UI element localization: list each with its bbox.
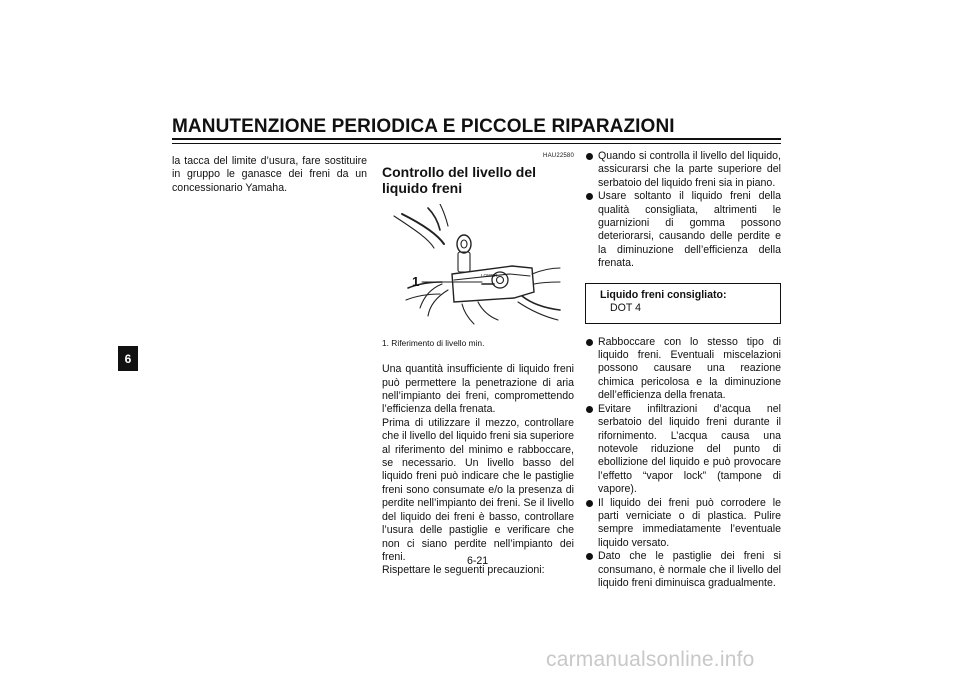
recommended-fluid-value: DOT 4 [610, 301, 642, 314]
list-item: Quando si controlla il livello del liquido, assicurarsi che la parte superiore del serbatoio del liquido freni sia in piano. [585, 150, 781, 190]
page-title: MANUTENZIONE PERIODICA E PICCOLE RIPARAZIONI [172, 116, 675, 137]
reference-code: HAU22580 [543, 153, 574, 159]
reservoir-label: LOWER [481, 273, 498, 279]
list-item: Il liquido dei freni può corrodere le parti verniciate o di plastica. Pulire sempre immediatamente l’eventuale liquido versato. [585, 497, 781, 551]
list-item: Rabboccare con lo stesso tipo di liquido freni. Eventuali miscelazioni possono causare una reazione chimica pericolosa e la diminuzione dell’efficienza della frenata. [585, 336, 781, 403]
body-paragraph: Una quantità insufficiente di liquido freni può permettere la penetrazione di aria nell’impianto dei freni, compromettendo l’efficienza della frenata. [382, 363, 574, 416]
left-column [172, 155, 367, 195]
recommended-fluid-box [585, 283, 781, 324]
middle-column [382, 150, 574, 578]
header-rule [172, 138, 781, 140]
body-paragraph: Prima di utilizzare il mezzo, controllare che il livello del liquido freni sia superiore al riferimento del minimo e rabboccare, se necessario. Un livello basso del liquido freni può indicare che le pastiglie freni sono consumate e/o la presenza di perdite nell’impianto dei freni. Se il livello del liquido dei freni è basso, controllare l’usura delle pastiglie e verificare che non ci siano perdite nell’impianto dei freni. [382, 416, 574, 563]
chapter-tab: 6 [118, 346, 138, 371]
list-item: Evitare infiltrazioni d’acqua nel serbatoio del liquido freni durante il rifornimento. L’acqua causa una notevole riduzione del punto di ebollizione del liquido e può provocare l’effetto “vapor lock” (tampone di vapore). [585, 403, 781, 497]
section-title: Controllo del livello del liquido freni [382, 164, 537, 197]
precautions-list [585, 150, 781, 271]
list-item: Dato che le pastiglie dei freni si consumano, è normale che il livello del liquido freni diminuisca gradualmente. [585, 550, 781, 590]
list-item: Usare soltanto il liquido freni della qualità consigliata, altrimenti le guarnizioni di gomma possono deteriorarsi, causando delle perdite e la diminuzione dell’efficienza della frenata. [585, 190, 781, 270]
body-paragraph: Rispettare le seguenti precauzioni: [382, 564, 545, 577]
precautions-list-continued [585, 336, 781, 591]
page-number: 6-21 [467, 555, 489, 567]
watermark: carmanualsonline.info [546, 648, 755, 671]
header-rule-thin [172, 143, 781, 144]
recommended-fluid-label: Liquido freni consigliato: [600, 288, 727, 301]
figure-callout: 1 [412, 274, 420, 290]
right-column [585, 150, 781, 590]
brake-reservoir-figure [382, 204, 562, 326]
figure-caption: 1. Riferimento di livello min. [382, 337, 485, 348]
left-column-text: la tacca del limite d’usura, fare sostituire in gruppo le ganasce dei freni da un concessionario Yamaha. [172, 155, 367, 194]
